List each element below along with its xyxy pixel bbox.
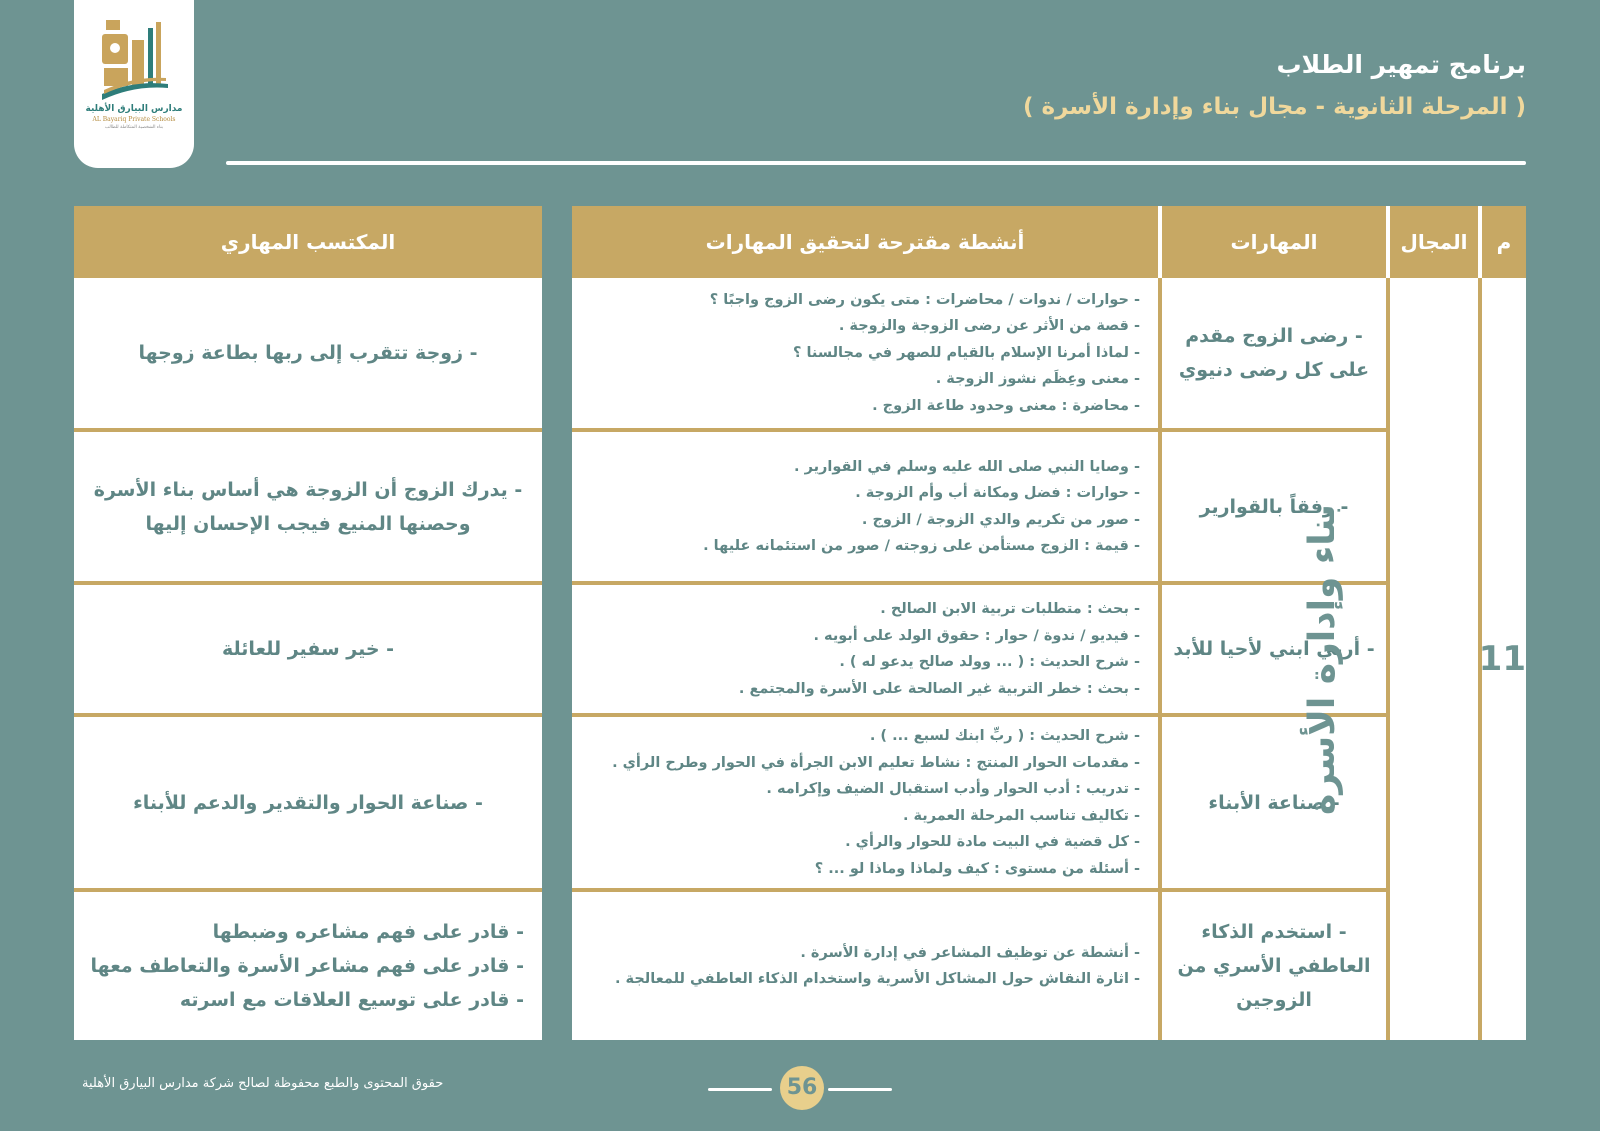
skill-cell: - أربي ابني لأحيا للأبد	[1160, 583, 1388, 715]
table-row	[74, 278, 542, 430]
list-item: - لماذا أمرنا الإسلام بالقيام للصهر في مجالسنا ؟	[793, 344, 1140, 361]
header-divider	[226, 161, 1526, 165]
skill-cell: - رضى الزوج مقدم على كل رضى دنيوي	[1160, 278, 1388, 430]
list-item: - قيمة : الزوج مستأمن على زوجته / صور من استئمانه عليها .	[703, 538, 1140, 554]
activities-cell	[572, 278, 1160, 430]
list-item: - كل قضية في البيت مادة للحوار والرأي .	[845, 834, 1140, 850]
table-row	[74, 430, 542, 583]
copyright-notice: حقوق المحتوى والطبع محفوظة لصالح شركة مدارس البيارق الأهلية	[82, 1076, 444, 1091]
list-item: - تدريب : أدب الحوار وأدب استقبال الضيف وإكرامه .	[766, 781, 1140, 797]
page-number: 56	[780, 1066, 824, 1110]
header-activities: أنشطة مقترحة لتحقيق المهارات	[572, 206, 1160, 278]
row-number: 11	[1480, 278, 1526, 1040]
activities-list	[572, 723, 1158, 882]
list-item: - حوارات : فضل ومكانة أب وأم الزوجة .	[855, 485, 1140, 501]
activities-cell	[572, 715, 1160, 890]
table-row	[572, 890, 1526, 1040]
list-item: - محاضرة : معنى وحدود طاعة الزوج .	[872, 397, 1140, 414]
header-num: م	[1480, 206, 1526, 278]
list-item: - قادر على فهم مشاعر الأسرة والتعاطف معها	[90, 955, 524, 977]
outcome-cell	[74, 890, 542, 1040]
activities-cell	[572, 583, 1160, 715]
list-item: - بحث : متطلبات تربية الابن الصالح .	[880, 601, 1140, 617]
list-item: - شرح الحديث : ( ربِّ ابنك لسبع ... ) .	[869, 728, 1140, 744]
list-item: - تكاليف تناسب المرحلة العمرية .	[902, 807, 1140, 824]
skills-table	[572, 206, 1526, 1040]
list-item: - أسئلة من مستوى : كيف ولماذا وماذا لو ... ؟	[814, 860, 1140, 877]
table-row	[74, 890, 542, 1040]
header-outcome: المكتسب المهاري	[74, 206, 542, 278]
skill-cell: - استخدم الذكاء العاطفي الأسري من الزوجين	[1160, 890, 1388, 1040]
logo-name-arabic: مدارس البيارق الأهلية	[85, 104, 183, 114]
header-skills: المهارات	[1160, 206, 1388, 278]
logo-emblem-icon	[96, 14, 172, 102]
logo-name-english: AL Bayariq Private Schools	[92, 116, 176, 123]
list-item: - قادر على توسيع العلاقات مع اسرته	[179, 989, 524, 1011]
activities-list	[572, 287, 1158, 420]
table-row	[572, 583, 1526, 715]
table-row	[74, 583, 542, 715]
table-row	[572, 430, 1526, 583]
list-item: - قادر على فهم مشاعره وضبطها	[212, 921, 524, 943]
page-subtitle: ( المرحلة الثانوية - مجال بناء وإدارة الأسرة )	[1022, 94, 1526, 120]
list-item: - أنشطة عن توظيف المشاعر في إدارة الأسرة .	[800, 944, 1140, 961]
outcome-cell: - زوجة تتقرب إلى ربها بطاعة زوجها	[74, 278, 542, 430]
outcomes-table	[74, 206, 542, 1040]
list-item: - قصة من الأثر عن رضى الزوجة والزوجة .	[838, 318, 1140, 335]
list-item: - مقدمات الحوار المنتج : نشاط تعليم الابن الجرأة في الحوار وطرح الرأي .	[612, 754, 1140, 771]
outcome-cell: - يدرك الزوج أن الزوجة هي أساس بناء الأسرة وحصنها المنيع فيجب الإحسان إليها	[74, 430, 542, 583]
logo-tagline: بناء الشخصية المتكاملة للطالب	[104, 125, 164, 130]
activities-cell	[572, 430, 1160, 583]
table-row	[74, 715, 542, 890]
footer-divider-left	[708, 1088, 772, 1091]
page-title: برنامج تمهير الطلاب	[1276, 50, 1526, 79]
table-row	[572, 278, 1526, 430]
list-item: - صور من تكريم والدي الزوجة / الزوج .	[861, 511, 1140, 528]
header-domain: المجال	[1388, 206, 1480, 278]
activities-list	[572, 596, 1158, 702]
outcome-list	[74, 915, 542, 1017]
list-item: - معنى وعِظَم نشوز الزوجة .	[935, 371, 1140, 388]
list-item: - حوارات / ندوات / محاضرات : متى يكون رضى الزوج واجبًا ؟	[709, 291, 1140, 308]
outcome-cell: - خير سفير للعائلة	[74, 583, 542, 715]
list-item: - وصايا النبي صلى الله عليه وسلم في القوارير .	[794, 458, 1140, 475]
list-item: - اثارة النقاش حول المشاكل الأسرية واستخدام الذكاء العاطفي للمعالجة .	[615, 971, 1140, 987]
table-row	[572, 715, 1526, 890]
footer-divider-right	[828, 1088, 892, 1091]
list-item: - شرح الحديث : ( ... وولد صالح يدعو له ) .	[839, 654, 1140, 670]
activities-cell	[572, 890, 1160, 1040]
skill-cell: - رفقاً بالقوارير	[1160, 430, 1388, 583]
skill-cell: - صناعة الأبناء	[1160, 715, 1388, 890]
activities-list	[572, 454, 1158, 560]
outcome-cell: - صناعة الحوار والتقدير والدعم للأبناء	[74, 715, 542, 890]
list-item: - بحث : خطر التربية غير الصالحة على الأسرة والمجتمع .	[738, 680, 1140, 697]
domain-label: بناء وإدارة الأسرة	[1302, 503, 1344, 815]
activities-list	[572, 940, 1158, 993]
school-logo	[74, 0, 194, 168]
list-item: - فيديو / ندوة / حوار : حقوق الولد على أبويه .	[813, 627, 1140, 644]
domain-cell	[1302, 278, 1480, 1040]
